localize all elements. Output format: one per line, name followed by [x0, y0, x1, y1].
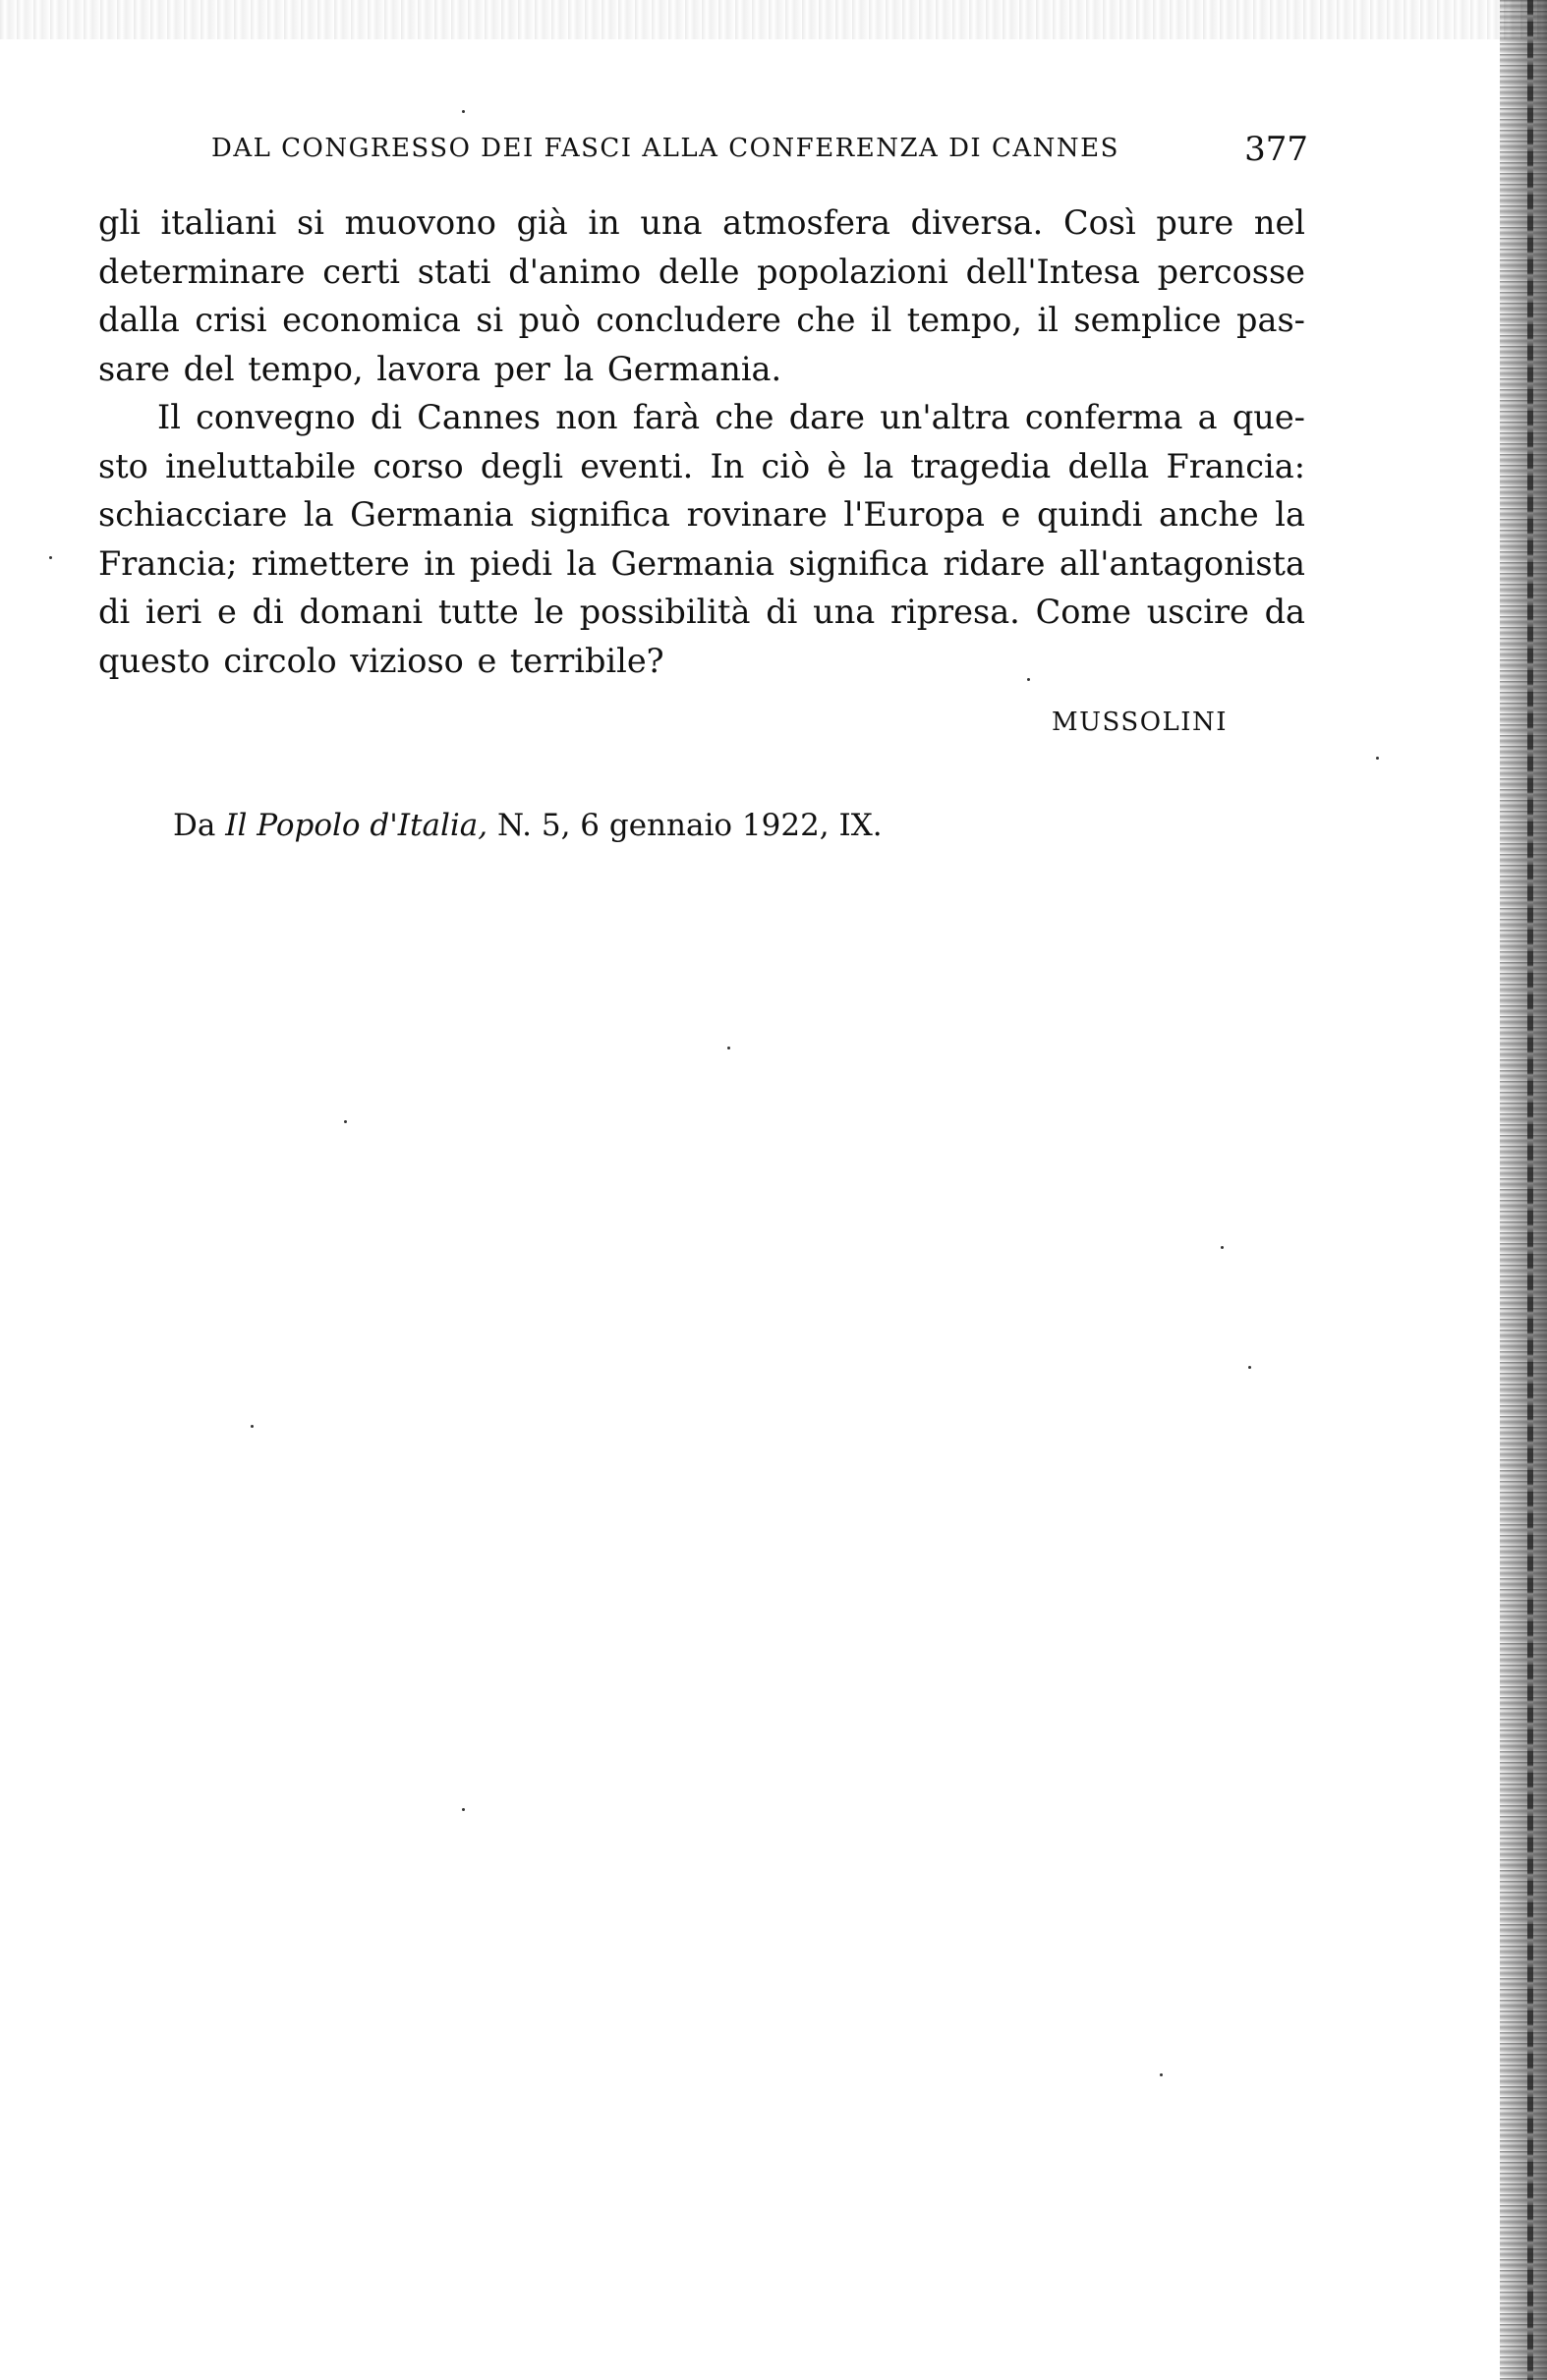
scan-speck	[1027, 678, 1030, 681]
text-line: schiacciare la Germania significa rovinare l'Europa e quindi anche la	[98, 495, 1305, 534]
scan-speck	[344, 1120, 347, 1123]
signature: MUSSOLINI	[1052, 708, 1229, 737]
running-title: DAL CONGRESSO DEI FASCI ALLA CONFERENZA DI CANNES	[211, 134, 1119, 163]
text-line: Francia; rimettere in piedi la Germania significa ridare all'antagonista	[98, 543, 1305, 583]
text-line: dalla crisi economica si può concludere che il tempo, il semplice pas-	[98, 301, 1305, 339]
text-line: sto ineluttabile corso degli eventi. In ciò è la tragedia della Francia:	[98, 446, 1305, 485]
scan-speck	[49, 556, 52, 559]
text-line: questo circolo vizioso e terribile?	[98, 641, 664, 680]
text-line: gli italiani si muovono già in una atmosfera diversa. Così pure nel	[98, 203, 1305, 242]
source-details: N. 5, 6 gennaio 1922, IX.	[497, 808, 883, 843]
scan-speck	[1160, 2073, 1163, 2076]
source-prefix: Da	[173, 808, 216, 843]
scan-noise	[0, 0, 1547, 39]
scan-speck	[727, 1047, 730, 1049]
page-number: 377	[1244, 130, 1308, 169]
running-head	[211, 130, 1308, 169]
source-publication: Il Popolo d'Italia,	[225, 808, 488, 843]
text-line: determinare certi stati d'animo delle popolazioni dell'Intesa percosse	[98, 252, 1305, 291]
scan-speck	[1248, 1366, 1251, 1369]
scan-speck	[1221, 1246, 1224, 1249]
scan-speck	[462, 110, 465, 113]
body-text	[98, 198, 1305, 685]
text-line: sare del tempo, lavora per la Germania.	[98, 349, 782, 388]
source-citation	[173, 808, 883, 843]
text-line: Il convegno di Cannes non farà che dare un'altra conferma a que-	[157, 398, 1305, 436]
scan-speck	[1376, 757, 1379, 760]
scan-speck	[251, 1425, 254, 1428]
text-line: di ieri e di domani tutte le possibilità di una ripresa. Come uscire da	[98, 593, 1305, 631]
scan-speck	[462, 1808, 465, 1811]
binding-edge	[1500, 0, 1547, 2380]
binding-line	[1527, 0, 1533, 2380]
